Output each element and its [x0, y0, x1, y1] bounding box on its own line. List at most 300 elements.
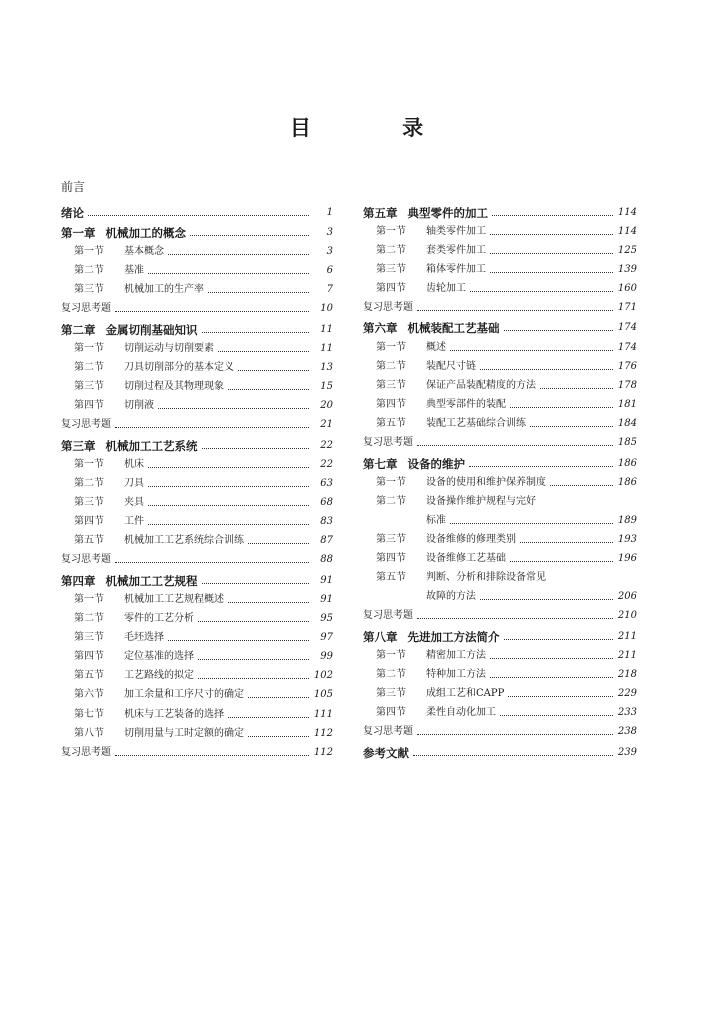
page-number: 87 [320, 535, 333, 547]
entry-number: 第三章 [61, 438, 96, 453]
dot-leader [508, 696, 613, 697]
dot-leader [198, 621, 309, 622]
entry-title: 标准 [426, 514, 446, 526]
page-number: 13 [320, 362, 333, 374]
entry-label [61, 227, 186, 239]
entry-label [376, 572, 546, 584]
entry-label [376, 226, 486, 238]
entry-number: 第三节 [376, 533, 406, 545]
entry-number: 第四节 [74, 651, 104, 663]
toc-review-entry [363, 605, 637, 624]
page-title: 目 录 [289, 116, 466, 140]
dot-leader [530, 426, 613, 427]
dot-leader [520, 542, 613, 543]
entry-number: 第一节 [376, 225, 406, 237]
toc-chapter-entry [61, 568, 333, 589]
entry-title: 机械加工的概念 [105, 226, 186, 240]
entry-label [74, 246, 164, 258]
page-number: 7 [326, 284, 333, 296]
entry-label [61, 303, 111, 315]
toc-section-entry [61, 260, 333, 279]
entry-label [61, 207, 84, 219]
dot-leader [480, 599, 613, 600]
dot-leader [500, 715, 613, 716]
toc-review-entry [61, 298, 333, 317]
entry-title: 切削过程及其物理现象 [124, 381, 224, 393]
toc-chapter-entry [61, 433, 333, 454]
toc-section-entry [363, 567, 637, 586]
entry-title: 复习思考题 [61, 554, 111, 566]
entry-title: 齿轮加工 [426, 282, 466, 294]
entry-title: 保证产品装配精度的方法 [426, 379, 536, 391]
entry-label [363, 302, 413, 314]
entry-title: 概述 [426, 341, 446, 353]
toc-section-entry [61, 241, 333, 260]
toc-chapter-entry [363, 200, 637, 221]
entry-title: 装配尺寸链 [426, 360, 476, 372]
toc-right-column [363, 200, 637, 761]
dot-leader [148, 524, 309, 525]
entry-number: 第二节 [74, 265, 104, 277]
dot-leader [510, 561, 613, 562]
dot-leader [202, 332, 310, 333]
entry-label [74, 632, 164, 644]
entry-label [363, 726, 413, 738]
entry-label [61, 324, 198, 336]
entry-title: 基本概念 [124, 246, 164, 258]
entry-number: 第二节 [376, 244, 406, 256]
page-number: 20 [320, 400, 333, 412]
entry-number: 第二节 [376, 360, 406, 372]
toc-section-entry [61, 530, 333, 549]
entry-title: 机床与工艺装备的选择 [124, 708, 224, 720]
dot-leader [228, 602, 309, 603]
entry-label [74, 613, 194, 625]
entry-title: 判断、分析和排除设备常见 [426, 572, 546, 584]
entry-label [376, 650, 486, 662]
dot-leader [238, 370, 309, 371]
entry-title: 设备操作维护规程与完好 [426, 495, 536, 507]
entry-label [376, 534, 516, 546]
page-number: 99 [320, 651, 333, 663]
dot-leader [248, 543, 309, 544]
entry-label [74, 381, 224, 393]
entry-label [376, 553, 506, 565]
entry-title: 金属切削基础知识 [105, 322, 198, 337]
page-number: 11 [320, 342, 333, 354]
entry-label [363, 610, 413, 622]
toc-section-entry [363, 548, 637, 567]
toc-chapter-entry [363, 316, 637, 337]
entry-title: 切削用量与工时定额的确定 [124, 727, 244, 739]
page-number: 88 [320, 554, 333, 566]
entry-title: 典型零件的加工 [407, 205, 488, 220]
entry-number: 第五节 [376, 572, 406, 584]
toc-section-entry [363, 702, 637, 721]
page-number: 102 [313, 670, 333, 682]
entry-number: 第六节 [74, 689, 104, 701]
toc-section-entry [363, 375, 637, 394]
page-number: 112 [313, 727, 333, 739]
toc-continued-entry [363, 586, 637, 605]
toc-section-entry [61, 473, 333, 492]
entry-label [363, 458, 465, 470]
entry-title: 装配工艺基础综合训练 [426, 417, 526, 429]
page-number: 21 [320, 419, 333, 431]
dot-leader [208, 292, 309, 293]
dot-leader [202, 448, 310, 449]
entry-title: 切削液 [124, 400, 154, 412]
page-number: 97 [320, 632, 333, 644]
page-number: 63 [320, 478, 333, 490]
dot-leader [469, 466, 613, 467]
toc-section-entry [61, 589, 333, 608]
toc-section-entry [363, 529, 637, 548]
toc-section-entry [363, 491, 637, 510]
toc-section-entry [61, 395, 333, 414]
entry-title: 零件的工艺分析 [124, 613, 194, 625]
page-number: 181 [617, 398, 637, 410]
preface-label: 前言 [61, 180, 86, 194]
entry-number: 第三节 [74, 381, 104, 393]
entry-title: 机械加工工艺系统综合训练 [124, 535, 244, 547]
entry-title: 工艺路线的拟定 [124, 670, 194, 682]
entry-number: 第七章 [363, 456, 398, 471]
entry-number: 第一节 [74, 458, 104, 470]
dot-leader [115, 562, 309, 563]
entry-label [74, 670, 194, 682]
page-number: 114 [617, 225, 637, 237]
entry-label [74, 284, 204, 296]
toc-chapter-entry [363, 740, 637, 761]
entry-title: 轴类零件加工 [426, 225, 486, 237]
dot-leader [510, 407, 613, 408]
entry-label [376, 342, 446, 354]
page-number: 174 [617, 322, 637, 334]
dot-leader [480, 369, 613, 370]
dot-leader [148, 505, 309, 506]
page-number: 186 [617, 457, 637, 469]
page-number: 211 [617, 649, 637, 661]
page-number: 105 [313, 689, 333, 701]
entry-title: 机床 [124, 458, 144, 470]
entry-number: 第三节 [74, 284, 104, 296]
dot-leader [148, 273, 309, 274]
entry-title: 刀具切削部分的基本定义 [124, 362, 234, 374]
entry-label [363, 747, 409, 759]
entry-label [376, 264, 486, 276]
dot-leader [228, 717, 309, 718]
toc-section-entry [61, 665, 333, 684]
entry-label [363, 437, 413, 449]
page-number: 111 [313, 708, 333, 720]
page-number: 3 [326, 246, 333, 258]
entry-title: 复习思考题 [363, 610, 413, 622]
toc-section-entry [61, 511, 333, 530]
page-number: 22 [320, 439, 333, 451]
entry-number: 第七节 [74, 708, 104, 720]
entry-label [74, 400, 154, 412]
page-number: 184 [617, 417, 637, 429]
toc-chapter-entry [61, 317, 333, 338]
entry-title: 精密加工方法 [426, 649, 486, 661]
entry-title: 设备维修工艺基础 [426, 553, 506, 564]
toc-chapter-entry [363, 624, 637, 645]
page-number: 125 [617, 244, 637, 256]
toc-section-entry [363, 240, 637, 259]
dot-leader [417, 734, 613, 735]
entry-number: 第四节 [74, 516, 104, 528]
entry-title: 设备维修的修理类别 [426, 533, 516, 545]
dot-leader [550, 485, 613, 486]
dot-leader [450, 350, 613, 351]
page-number: 189 [617, 514, 637, 526]
toc-review-entry [61, 549, 333, 568]
dot-leader [190, 235, 309, 236]
entry-number: 第四节 [376, 398, 406, 410]
entry-label [74, 709, 224, 721]
entry-label [61, 419, 111, 431]
entry-label [376, 688, 504, 700]
dot-leader [218, 351, 309, 352]
entry-number: 第二节 [74, 362, 104, 374]
dot-leader [470, 291, 613, 292]
dot-leader [417, 310, 613, 311]
dot-leader [168, 254, 309, 255]
entry-number: 第三节 [376, 263, 406, 275]
entry-label [74, 362, 234, 374]
toc-section-entry [363, 472, 637, 491]
toc-section-entry [363, 683, 637, 702]
entry-number: 第三节 [74, 632, 104, 644]
page-number: 196 [617, 553, 637, 564]
page-number: 11 [320, 323, 333, 335]
entry-label [61, 747, 111, 759]
toc-section-entry [363, 645, 637, 664]
dot-leader [148, 486, 309, 487]
entry-number: 第一章 [61, 226, 96, 240]
page-number: 233 [617, 707, 637, 719]
entry-number: 第一节 [376, 649, 406, 661]
page-number: 174 [617, 341, 637, 353]
entry-title: 基准 [124, 265, 144, 277]
dot-leader [198, 659, 309, 660]
page-number: 91 [320, 594, 333, 605]
entry-number: 第四节 [74, 400, 104, 412]
entry-number: 第三节 [376, 688, 406, 700]
entry-label [61, 575, 198, 587]
entry-number: 第一节 [74, 342, 104, 354]
toc-section-entry [61, 454, 333, 473]
toc-section-entry [61, 376, 333, 395]
toc-section-entry [363, 413, 637, 432]
entry-number: 第一节 [376, 341, 406, 353]
entry-number: 第三节 [74, 497, 104, 509]
entry-number: 第五节 [376, 417, 406, 429]
entry-label [74, 478, 144, 490]
entry-title: 套类零件加工 [426, 244, 486, 256]
entry-title: 先进加工方法简介 [407, 629, 500, 644]
page-number: 171 [617, 301, 637, 313]
entry-label [376, 496, 536, 508]
entry-label [363, 207, 488, 219]
entry-label [74, 516, 144, 528]
entry-title: 箱体零件加工 [426, 263, 486, 275]
dot-leader [504, 330, 614, 331]
entry-label [426, 515, 446, 527]
toc-section-entry [61, 703, 333, 722]
page-number: 206 [617, 591, 637, 603]
entry-label [376, 361, 476, 373]
entry-title: 复习思考题 [363, 437, 413, 449]
entry-title: 机械加工工艺系统 [105, 438, 198, 453]
page-number: 160 [617, 282, 637, 294]
entry-title: 复习思考题 [61, 746, 111, 758]
page-number: 22 [320, 458, 333, 470]
toc-section-entry [363, 336, 637, 355]
dot-leader [490, 253, 613, 254]
entry-number: 第八章 [363, 629, 398, 644]
toc-chapter-entry [61, 200, 333, 221]
toc-section-entry [61, 492, 333, 511]
toc-section-entry [61, 723, 333, 742]
entry-label [376, 283, 466, 295]
entry-number: 第四章 [61, 573, 96, 588]
page-number: 239 [617, 746, 637, 758]
dot-leader [88, 215, 309, 216]
entry-number: 第二节 [74, 613, 104, 625]
toc-section-entry [61, 357, 333, 376]
page-number: 83 [320, 516, 333, 528]
toc-section-entry [363, 664, 637, 683]
dot-leader [115, 755, 309, 756]
dot-leader [115, 311, 309, 312]
dot-leader [115, 427, 309, 428]
entry-label [74, 343, 214, 355]
entry-title: 复习思考题 [61, 303, 111, 315]
entry-number: 第五节 [74, 670, 104, 682]
dot-leader [504, 639, 614, 640]
toc-section-entry [61, 627, 333, 646]
entry-label [376, 245, 486, 257]
dot-leader [202, 583, 310, 584]
entry-title: 机械加工的生产率 [124, 284, 204, 296]
dot-leader [490, 272, 613, 273]
page-number: 95 [320, 613, 333, 625]
entry-title: 柔性自动化加工 [426, 707, 496, 719]
entry-label [376, 707, 496, 719]
entry-label [363, 322, 500, 334]
dot-leader [492, 215, 613, 216]
toc-review-entry [61, 742, 333, 761]
dot-leader [248, 736, 309, 737]
dot-leader [490, 658, 613, 659]
toc-chapter-entry [61, 221, 333, 242]
entry-label [74, 535, 244, 547]
page-number: 238 [617, 726, 637, 738]
entry-number: 第八节 [74, 727, 104, 739]
entry-number: 第一节 [74, 594, 104, 605]
entry-number: 第三节 [376, 379, 406, 391]
toc-continued-entry [363, 510, 637, 529]
page-number: 68 [320, 497, 333, 509]
page-number: 91 [320, 574, 333, 586]
dot-leader [490, 677, 613, 678]
page-number: 218 [617, 668, 637, 680]
entry-title: 机械加工工艺规程概述 [124, 594, 224, 605]
toc-section-entry [61, 646, 333, 665]
entry-title: 典型零部件的装配 [426, 398, 506, 410]
toc-section-entry [363, 278, 637, 297]
entry-title: 毛坯选择 [124, 632, 164, 644]
dot-leader [490, 234, 613, 235]
entry-number: 第一节 [376, 476, 406, 488]
dot-leader [148, 467, 309, 468]
dot-leader [417, 618, 613, 619]
entry-label [363, 631, 500, 643]
dot-leader [158, 408, 309, 409]
entry-label [74, 497, 144, 509]
page-number: 10 [320, 303, 333, 315]
page-number: 139 [617, 263, 637, 275]
toc-left-column [61, 200, 333, 761]
page-number: 211 [617, 630, 637, 642]
entry-title: 参考文献 [363, 745, 409, 760]
page-number: 178 [617, 379, 637, 391]
dot-leader [540, 388, 613, 389]
entry-number: 第二节 [376, 495, 406, 507]
entry-number: 第四节 [376, 707, 406, 719]
entry-title: 机械装配工艺基础 [407, 321, 500, 336]
entry-label [74, 689, 244, 701]
toc-chapter-entry [363, 451, 637, 472]
entry-title: 复习思考题 [363, 726, 413, 738]
entry-title: 设备的使用和维护保养制度 [426, 476, 546, 488]
entry-label [376, 477, 546, 489]
toc-review-entry [363, 432, 637, 451]
page-number: 6 [326, 265, 333, 277]
dot-leader [413, 755, 613, 756]
entry-number: 第五章 [363, 205, 398, 220]
toc-section-entry [61, 684, 333, 703]
entry-number: 第二节 [74, 478, 104, 490]
page-number: 229 [617, 688, 637, 700]
toc-review-entry [61, 414, 333, 433]
entry-title: 特种加工方法 [426, 668, 486, 680]
entry-title: 夹具 [124, 497, 144, 509]
entry-title: 故障的方法 [426, 591, 476, 603]
entry-title: 定位基准的选择 [124, 651, 194, 663]
entry-label [74, 265, 144, 277]
dot-leader [417, 445, 613, 446]
page-number: 186 [617, 476, 637, 488]
entry-title: 绪论 [61, 205, 84, 220]
dot-leader [248, 697, 309, 698]
entry-label [376, 380, 536, 392]
toc-section-entry [363, 356, 637, 375]
page-number: 114 [617, 206, 637, 218]
toc-section-entry [363, 394, 637, 413]
page-number: 210 [617, 610, 637, 622]
entry-label [376, 418, 526, 430]
dot-leader [168, 640, 309, 641]
entry-label [74, 728, 244, 740]
entry-label [61, 554, 111, 566]
toc-section-entry [61, 279, 333, 298]
entry-label [61, 440, 198, 452]
page-number: 3 [326, 227, 333, 238]
page-number: 112 [313, 746, 333, 758]
